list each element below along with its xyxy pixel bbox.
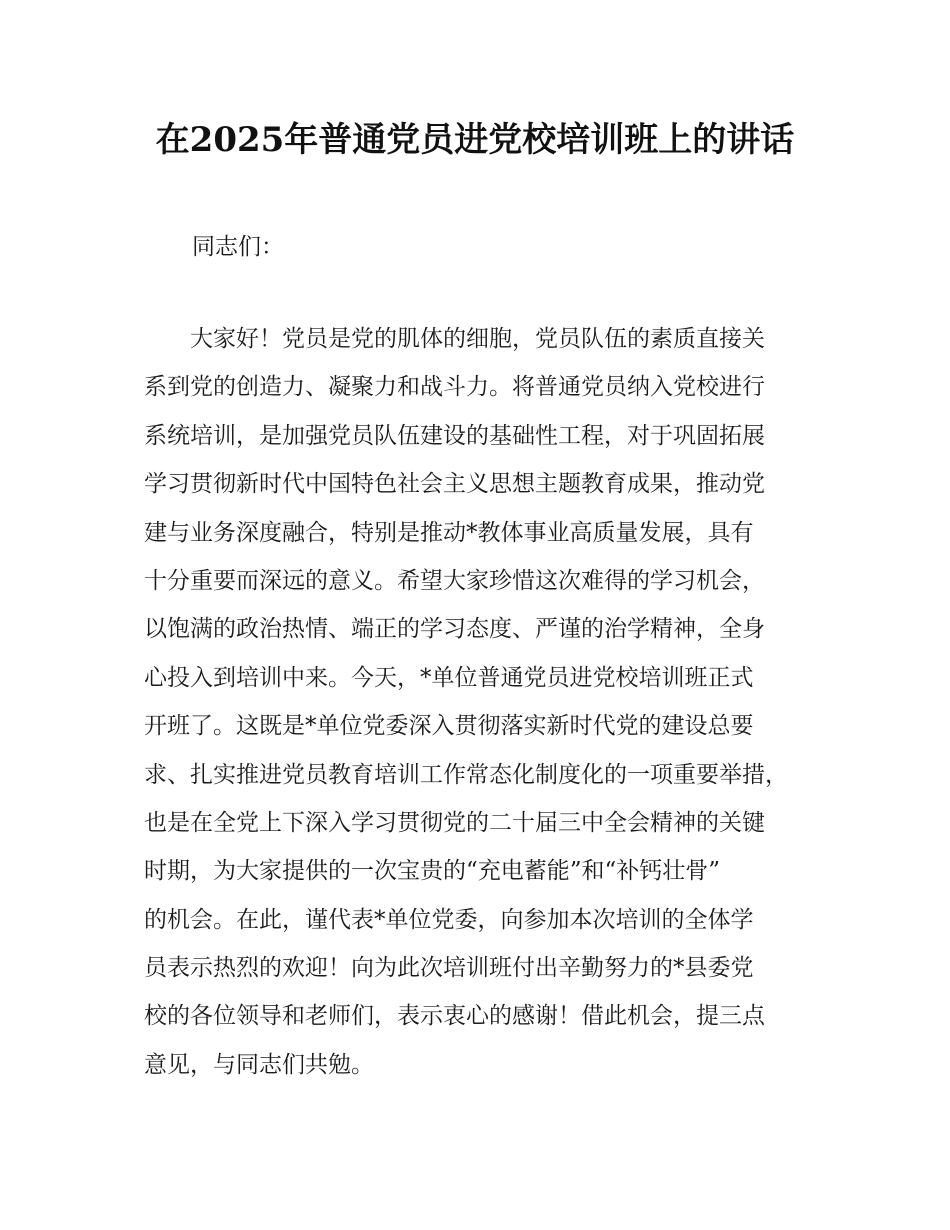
paragraph-line: 系统培训，是加强党员队伍建设的基础性工程，对于巩固拓展 xyxy=(144,422,765,449)
paragraph-line: 员表示热烈的欢迎！向为此次培训班付出辛勤努力的*县委党 xyxy=(144,955,754,982)
paragraph-line: 也是在全党上下深入学习贯彻党的二十届三中全会精神的关键 xyxy=(144,809,765,836)
paragraph-line: 大家好！党员是党的肌体的细胞，党员队伍的素质直接关 xyxy=(144,326,765,352)
opening-paragraph xyxy=(144,322,824,1096)
paragraph-line: 以饱满的政治热情、端正的学习态度、严谨的治学精神，全身 xyxy=(144,616,765,643)
paragraph-line: 十分重要而深远的意义。希望大家珍惜这次难得的学习机会， xyxy=(144,567,765,594)
paragraph-line: 求、扎实推进党员教育培训工作常态化制度化的一项重要举措， xyxy=(144,761,788,788)
paragraph-line: 系到党的创造力、凝聚力和战斗力。将普通党员纳入党校进行 xyxy=(144,374,765,401)
paragraph-line: 开班了。这既是*单位党委深入贯彻落实新时代党的建设总要 xyxy=(144,713,754,740)
paragraph-line: 时期，为大家提供的一次宝贵的“充电蓄能”和“补钙壮骨” xyxy=(144,858,721,885)
paragraph-line: 意见，与同志们共勉。 xyxy=(144,1051,374,1078)
paragraph-line: 校的各位领导和老师们，表示衷心的感谢！借此机会，提三点 xyxy=(144,1003,765,1030)
paragraph-line: 的机会。在此，谨代表*单位党委，向参加本次培训的全体学 xyxy=(144,906,754,933)
paragraph-line: 建与业务深度融合，特别是推动*教体事业高质量发展，具有 xyxy=(144,519,754,546)
salutation: 同志们： xyxy=(192,234,284,260)
paragraph-line: 学习贯彻新时代中国特色社会主义思想主题教育成果，推动党 xyxy=(144,471,765,498)
paragraph-line: 心投入到培训中来。今天，*单位普通党员进党校培训班正式 xyxy=(144,664,754,691)
document-title: 在2025年普通党员进党校培训班上的讲话 xyxy=(155,120,795,160)
